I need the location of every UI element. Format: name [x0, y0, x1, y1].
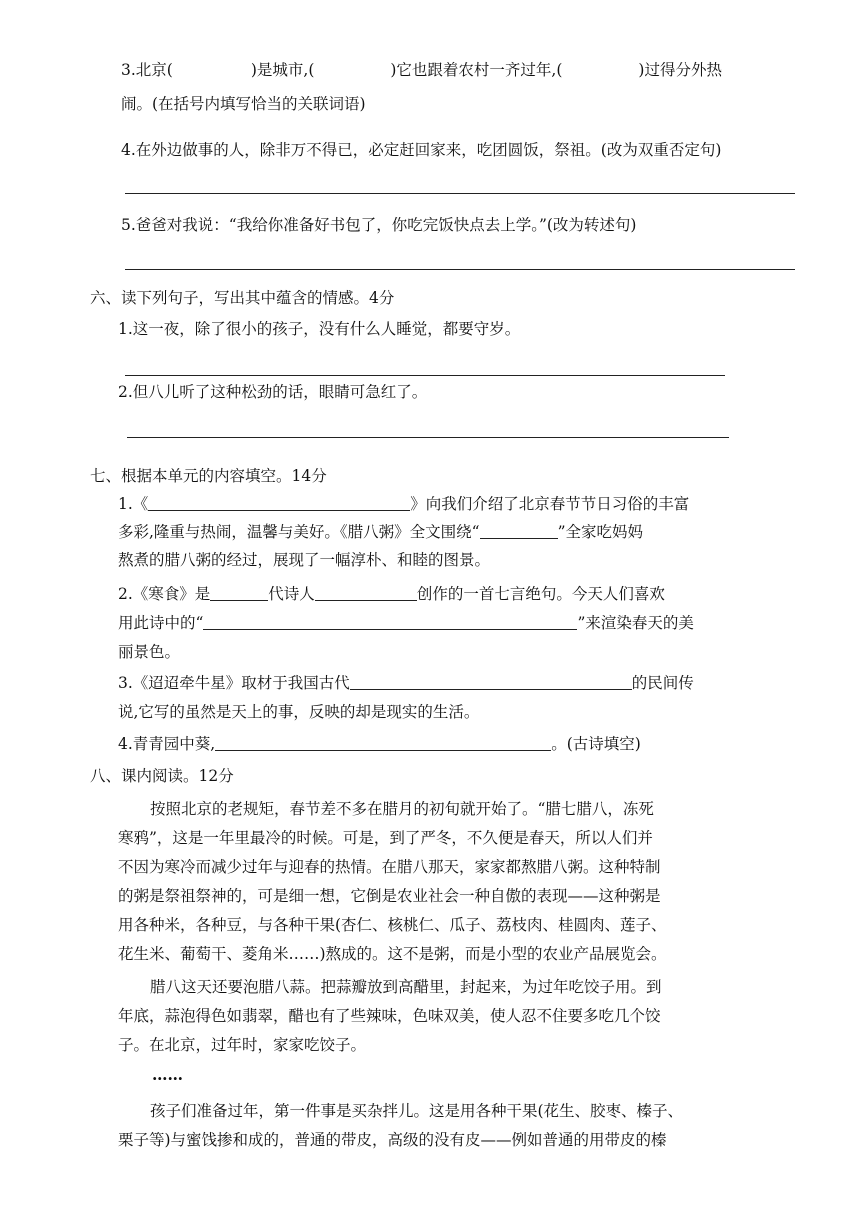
- passage-line: 腊八这天还要泡腊八蒜。把蒜瓣放到高醋里，封起来，为过年吃饺子用。到: [150, 978, 662, 996]
- sec6-sentence-1: 1.这一夜，除了很小的孩子，没有什么人睡觉，都要守岁。: [118, 320, 521, 338]
- sec7-item2-line1: [118, 583, 665, 605]
- sec7-i2d: 用此诗中的“: [118, 614, 204, 632]
- sec7-i2b: 代诗人: [268, 585, 315, 603]
- sec7-i3b: 的民间传: [631, 674, 694, 692]
- passage-line: 不因为寒冷而减少过年与迎春的热情。在腊八那天，家家都熬腊八粥。这种特制: [118, 858, 661, 876]
- sec7-item1-line2: [118, 521, 643, 543]
- sec7-i2a: 2.《寒食》是: [118, 585, 211, 603]
- sec7-blank-quote[interactable]: [480, 522, 558, 539]
- sec7-blank-legend[interactable]: [350, 673, 632, 690]
- q3-part1: 3.北京(: [121, 61, 173, 79]
- sec7-item2-line2: [118, 612, 694, 634]
- passage-line: 按照北京的老规矩，春节差不多在腊月的初旬就开始了。“腊七腊八，冻死: [150, 800, 654, 818]
- sec7-i1d: ”全家吃妈妈: [557, 523, 644, 541]
- sec7-blank-book-title[interactable]: [148, 494, 410, 511]
- q3-line2: 闹。(在括号内填写恰当的关联词语): [121, 95, 366, 113]
- sec7-i1c: 多彩,隆重与热闹，温馨与美好。《腊八粥》全文围绕“: [118, 523, 480, 541]
- passage-line: 寒鸦”，这是一年里最冷的时候。可是，到了严冬，不久便是春天，所以人们并: [118, 829, 653, 847]
- passage-ellipsis: ……: [152, 1065, 183, 1084]
- q3-line1: [121, 59, 722, 81]
- section-6-title: 六、读下列句子，写出其中蕴含的情感。4分: [90, 289, 395, 307]
- q4-answer-line[interactable]: [125, 193, 795, 194]
- passage-line: 的粥是祭祖祭神的，可是细一想，它倒是农业社会一种自傲的表现——这种粥是: [118, 887, 661, 905]
- q5-text: 5.爸爸对我说：“我给你准备好书包了，你吃完饭快点去上学。”(改为转述句): [121, 216, 637, 234]
- sec7-i4b: 。(古诗填空): [551, 735, 641, 753]
- sec7-i2c: 创作的一首七言绝句。今天人们喜欢: [416, 585, 665, 603]
- sec7-blank-dynasty[interactable]: [210, 584, 268, 601]
- sec7-item3-line1: [118, 672, 694, 694]
- passage-line: 子。在北京，过年时，家家吃饺子。: [118, 1036, 367, 1054]
- sec7-item2-line3: 丽景色。: [118, 643, 181, 661]
- sec7-item3-line2: 说,它写的虽然是天上的事，反映的却是现实的生活。: [118, 703, 480, 721]
- sec7-blank-poem-line[interactable]: [203, 613, 577, 630]
- sec6-sentence-2: 2.但八儿听了这种松劲的话，眼睛可急红了。: [118, 383, 428, 401]
- passage-line: 孩子们准备过年，第一件事是买杂拌儿。这是用各种干果(花生、胶枣、榛子、: [150, 1102, 684, 1120]
- passage-line: 栗子等)与蜜饯掺和成的，普通的带皮，高级的没有皮——例如普通的用带皮的榛: [118, 1131, 667, 1149]
- q3-part2: )是城市,(: [250, 61, 315, 79]
- sec7-i2e: ”来渲染春天的美: [577, 614, 694, 632]
- passage-line: 用各种米，各种豆，与各种干果(杏仁、核桃仁、瓜子、荔枝肉、桂圆肉、莲子、: [118, 916, 667, 934]
- sec7-blank-poem-completion[interactable]: [215, 734, 551, 751]
- sec6-answer-line-2[interactable]: [127, 437, 729, 438]
- sec7-i1a: 1.《: [118, 495, 149, 513]
- sec7-item1-line1: [118, 493, 689, 515]
- sec6-answer-line-1[interactable]: [125, 375, 725, 376]
- passage-line: 花生米、葡萄干、菱角米……)熬成的。这不是粥，而是小型的农业产品展览会。: [118, 945, 667, 963]
- section-7-title: 七、根据本单元的内容填空。14分: [90, 467, 327, 485]
- sec7-item4-line1: [118, 733, 641, 755]
- passage-line: 年底，蒜泡得色如翡翠，醋也有了些辣味，色味双美，使人忍不住要多吃几个饺: [118, 1007, 661, 1025]
- section-8-title: 八、课内阅读。12分: [90, 767, 234, 785]
- sec7-i4a: 4.青青园中葵,: [118, 735, 216, 753]
- sec7-blank-poet[interactable]: [315, 584, 417, 601]
- q5-answer-line[interactable]: [125, 269, 795, 270]
- q3-part3: )它也跟着农村一齐过年,(: [390, 61, 563, 79]
- sec7-item1-line3: 熬煮的腊八粥的经过，展现了一幅淳朴、和睦的图景。: [118, 551, 491, 569]
- q3-part4: )过得分外热: [638, 61, 722, 79]
- sec7-i1b: 》向我们介绍了北京春节节日习俗的丰富: [410, 495, 690, 513]
- q4-text: 4.在外边做事的人，除非万不得已，必定赶回家来，吃团圆饭，祭祖。(改为双重否定句): [121, 141, 722, 159]
- sec7-i3a: 3.《迢迢牵牛星》取材于我国古代: [118, 674, 350, 692]
